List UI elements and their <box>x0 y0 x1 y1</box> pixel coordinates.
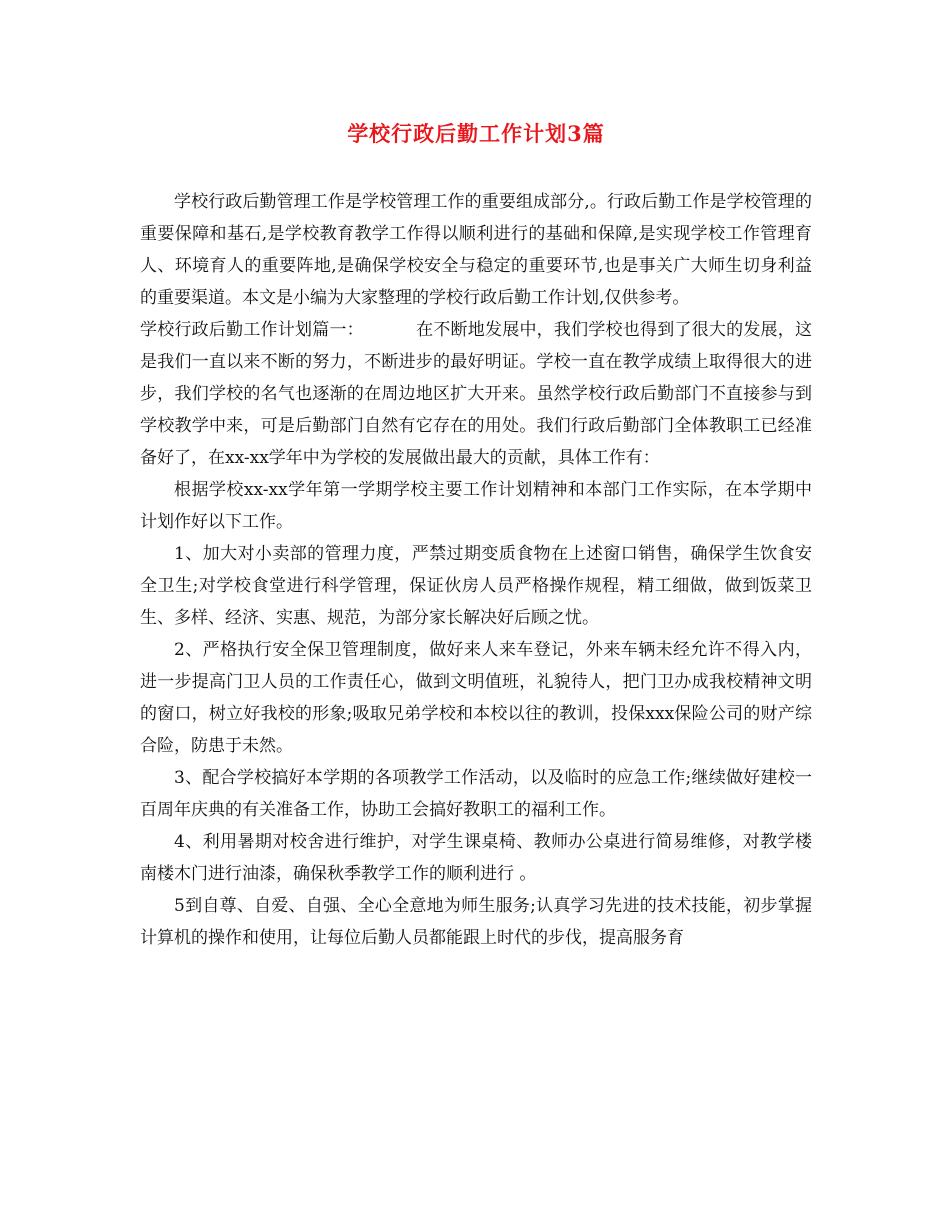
item-4-paragraph: 4、利用暑期对校舍进行维护，对学生课桌椅、教师办公桌进行简易维修，对教学楼南楼木门进行油漆，确保秋季教学工作的顺利进行 。 <box>140 832 812 884</box>
item-2-paragraph: 2、严格执行安全保卫管理制度，做好来人来车登记，外来车辆未经允许不得入内，进一步提高门卫人员的工作责任心，做到文明值班，礼貌待人，把门卫办成我校精神文明的窗口，树立好我校的形象;吸取兄弟学校和本校以往的教训，投保xxx保险公司的财产综合险，防患于未然。 <box>140 640 812 756</box>
item-3-paragraph: 3、配合学校搞好本学期的各项教学工作活动，以及临时的应急工作;继续做好建校一百周年庆典的有关准备工作，协助工会搞好教职工的福利工作。 <box>140 768 812 820</box>
document-body <box>140 186 812 954</box>
section1-heading: 学校行政后勤工作计划篇一： <box>140 320 364 340</box>
section1-text: 在不断地发展中，我们学校也得到了很大的发展，这是我们一直以来不断的努力，不断进步的最好明证。学校一直在教学成绩上取得很大的进步，我们学校的名气也逐渐的在周边地区扩大开来。虽然学校行政后勤部门不直接参与到学校教学中来，可是后勤部门自然有它存在的用处。我们行政后勤部门全体教职工已经准备好了，在xx-xx学年中为学校的发展做出最大的贡献，具体工作有： <box>140 320 813 468</box>
document-title: 学校行政后勤工作计划3篇 <box>347 121 605 146</box>
intro-paragraph: 学校行政后勤管理工作是学校管理工作的重要组成部分,。行政后勤工作是学校管理的重要保障和基石,是学校教育教学工作得以顺利进行的基础和保障,是实现学校工作管理育人、环境育人的重要阵地,是确保学校安全与稳定的重要环节,也是事关广大师生切身利益的重要渠道。本文是小编为大家整理的学校行政后勤工作计划,仅供参考。 <box>140 192 812 308</box>
item-5-paragraph: 5到自尊、自爱、自强、全心全意地为师生服务;认真学习先进的技术技能，初步掌握计算机的操作和使用，让每位后勤人员都能跟上时代的步伐，提高服务育 <box>140 896 812 948</box>
basis-paragraph: 根据学校xx-xx学年第一学期学校主要工作计划精神和本部门工作实际，在本学期中计划作好以下工作。 <box>140 480 812 532</box>
item-1-paragraph: 1、加大对小卖部的管理力度，严禁过期变质食物在上述窗口销售，确保学生饮食安全卫生;对学校食堂进行科学管理，保证伙房人员严格操作规程，精工细做，做到饭菜卫生、多样、经济、实惠、规范，为部分家长解决好后顾之忧。 <box>140 544 812 628</box>
section1-paragraph <box>140 314 812 474</box>
document-page <box>140 0 812 954</box>
